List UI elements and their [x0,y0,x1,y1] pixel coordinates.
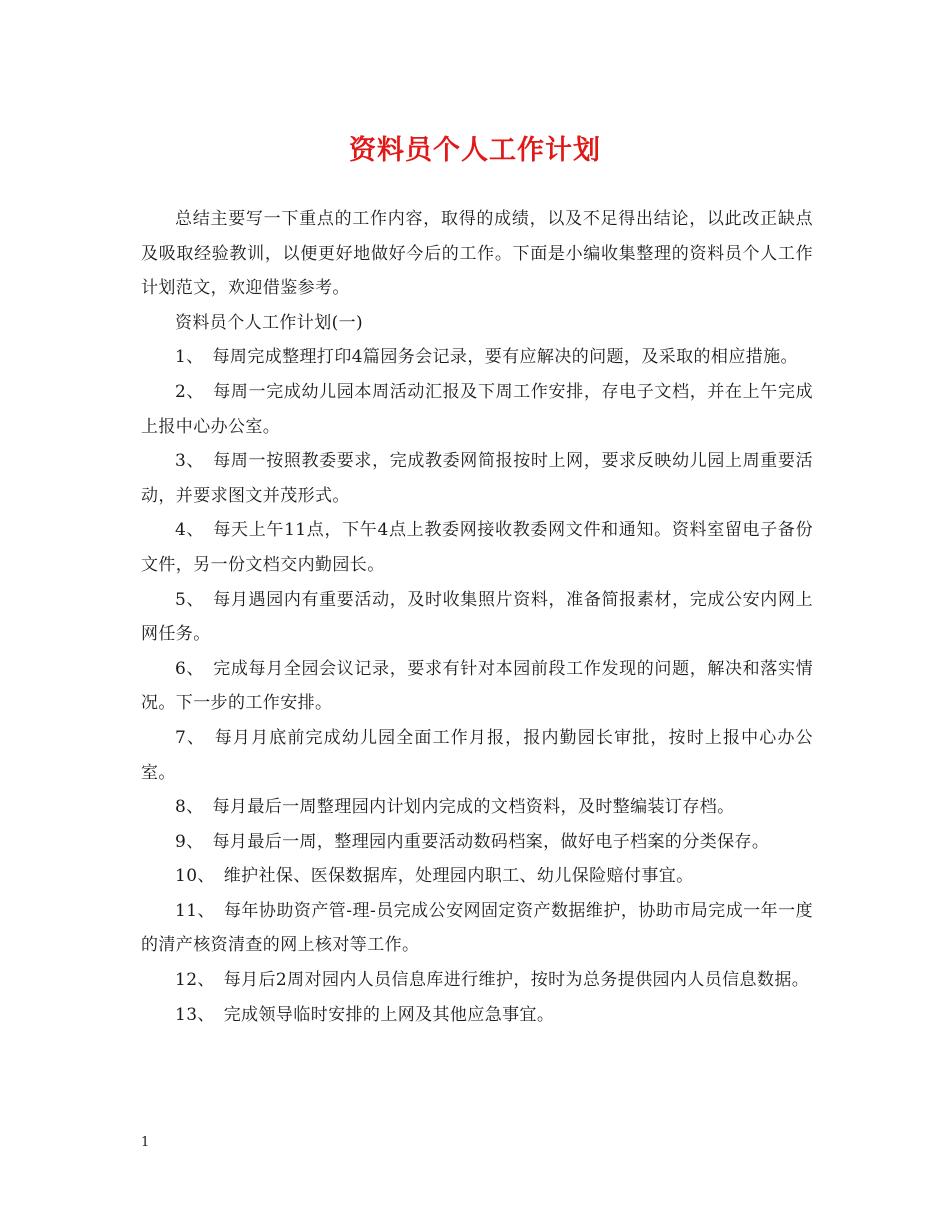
list-item: 1、 每周完成整理打印4篇园务会记录，要有应解决的问题，及采取的相应措施。 [175,347,798,368]
list-item: 7、 每月月底前完成幼儿园全面工作月报，报内勤园长审批，按时上报中心办公室。 [141,727,813,783]
list-item: 9、 每月最后一周，整理园内重要活动数码档案，做好电子档案的分类保存。 [175,831,770,852]
list-item: 4、 每天上午11点，下午4点上教委网接收教委网文件和通知。资料室留电子备份文件，另一份文档交内勤园长。 [141,520,813,575]
list-item: 10、 维护社保、医保数据库，处理园内职工、幼儿保险赔付事宜。 [175,866,694,887]
page-number: 1 [141,1135,150,1150]
list-item: 6、 完成每月全园会议记录，要求有针对本园前段工作发现的问题，解决和落实情况。下一步的工作安排。 [141,658,813,714]
document-title: 资料员个人工作计划 [349,135,601,166]
list-item: 12、 每月后2周对园内人员信息库进行维护，按时为总务提供园内人员信息数据。 [175,970,810,991]
list-item: 8、 每月最后一周整理园内计划内完成的文档资料，及时整编装订存档。 [175,797,735,818]
list-item: 13、 完成领导临时安排的上网及其他应急事宜。 [175,1004,555,1025]
intro-paragraph: 总结主要写一下重点的工作内容，取得的成绩，以及不足得出结论，以此改正缺点及吸取经验教训，以便更好地做好今后的工作。下面是小编收集整理的资料员个人工作计划范文，欢迎借鉴参考。 [141,209,813,299]
list-item: 11、 每年协助资产管-理-员完成公安网固定资产数据维护，协助市局完成一年一度的清产核资清查的网上核对等工作。 [141,900,813,956]
document-body [141,202,813,1032]
list-item: 2、 每周一完成幼儿园本周活动汇报及下周工作安排，存电子文档，并在上午完成上报中心办公室。 [141,381,813,437]
section-heading: 资料员个人工作计划(一) [175,312,364,333]
list-item: 3、 每周一按照教委要求，完成教委网简报按时上网，要求反映幼儿园上周重要活动，并要求图文并茂形式。 [141,451,813,506]
list-item: 5、 每月遇园内有重要活动，及时收集照片资料，准备简报素材，完成公安内网上网任务。 [141,589,813,645]
